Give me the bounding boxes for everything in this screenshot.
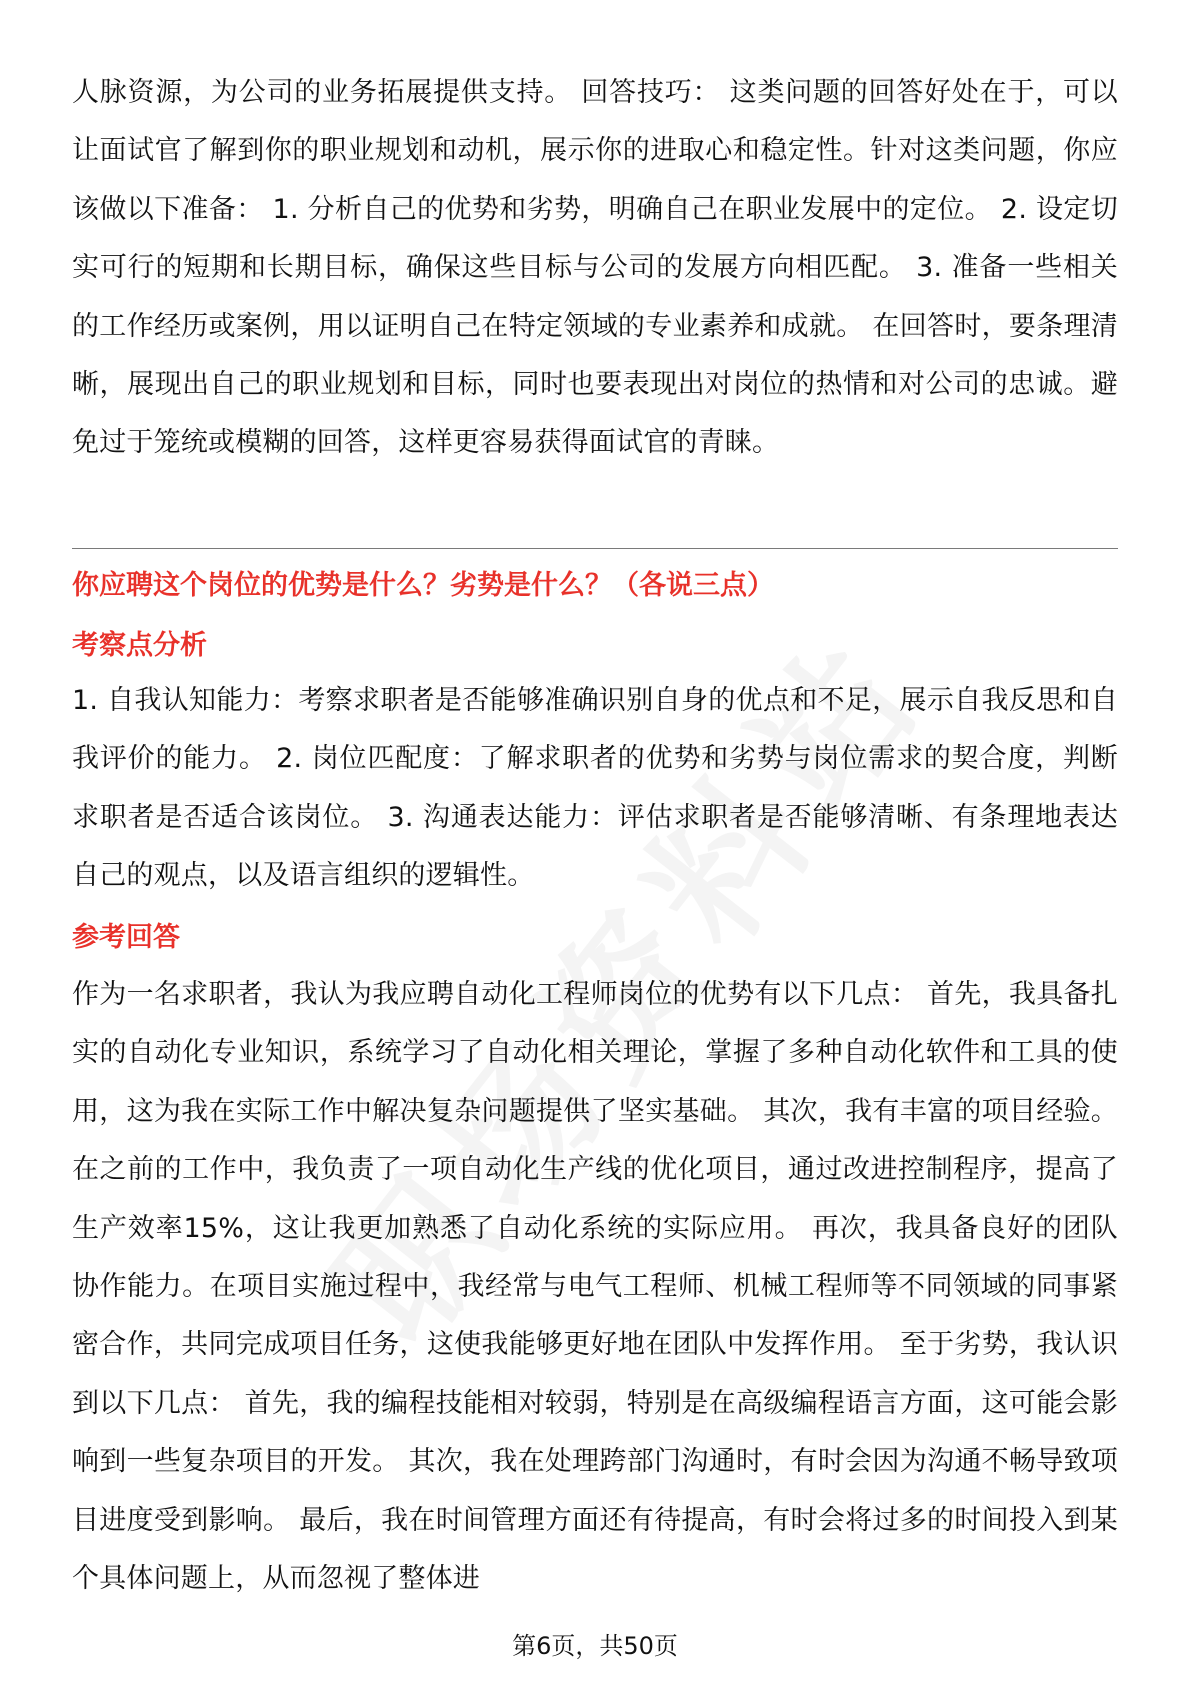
answer-paragraph: 作为一名求职者，我认为我应聘自动化工程师岗位的优势有以下几点： 首先，我具备扎实的自动化专业知识，系统学习了自动化相关理论，掌握了多种自动化软件和工具的使用，这为我在实际工作中解决复杂问题提供了坚实基础。 其次，我有丰富的项目经验。在之前的工作中，我负责了一项自动化生产线的优化项目，通过改进控制程序，提高了生产效率15%，这让我更加熟悉了自动化系统的实际应用。 再次，我具备良好的团队协作能力。在项目实施过程中，我经常与电气工程师、机械工程师等不同领域的同事紧密合作，共同完成项目任务，这使我能够更好地在团队中发挥作用。 至于劣势，我认识到以下几点： 首先，我的编程技能相对较弱，特别是在高级编程语言方面，这可能会影响到一些复杂项目的开发。 其次，我在处理跨部门沟通时，有时会因为沟通不畅导致项目进度受到影响。 最后，我在时间管理方面还有待提高，有时会将过多的时间投入到某个具体问题上，从而忽视了整体进 [72,979,1118,1595]
analysis-paragraph: 1. 自我认知能力：考察求职者是否能够准确识别自身的优点和不足，展示自我反思和自我评价的能力。 2. 岗位匹配度：了解求职者的优势和劣势与岗位需求的契合度，判断求职者是否适合该岗位。 3. 沟通表达能力：评估求职者是否能够清晰、有条理地表达自己的观点，以及语言组织的逻辑性。 [72,685,1118,892]
question-title: 你应聘这个岗位的优势是什么？劣势是什么？（各说三点） [72,570,774,601]
intro-paragraph: 人脉资源，为公司的业务拓展提供支持。 回答技巧： 这类问题的回答好处在于，可以让面试官了解到你的职业规划和动机，展示你的进取心和稳定性。针对这类问题，你应该做以下准备： 1. 分析自己的优势和劣势，明确自己在职业发展中的定位。 2. 设定切实可行的短期和长期目标，确保这些目标与公司的发展方向相匹配。 3. 准备一些相关的工作经历或案例，用以证明自己在特定领域的专业素养和成就。 在回答时，要条理清晰，展现出自己的职业规划和目标，同时也要表现出对岗位的热情和对公司的忠诚。避免过于笼统或模糊的回答，这样更容易获得面试官的青睐。 [72,77,1118,459]
section-divider [72,548,1118,549]
answer-heading: 参考回答 [72,922,180,953]
analysis-heading: 考察点分析 [72,630,207,661]
page-number: 第6页，共50页 [512,1632,678,1660]
